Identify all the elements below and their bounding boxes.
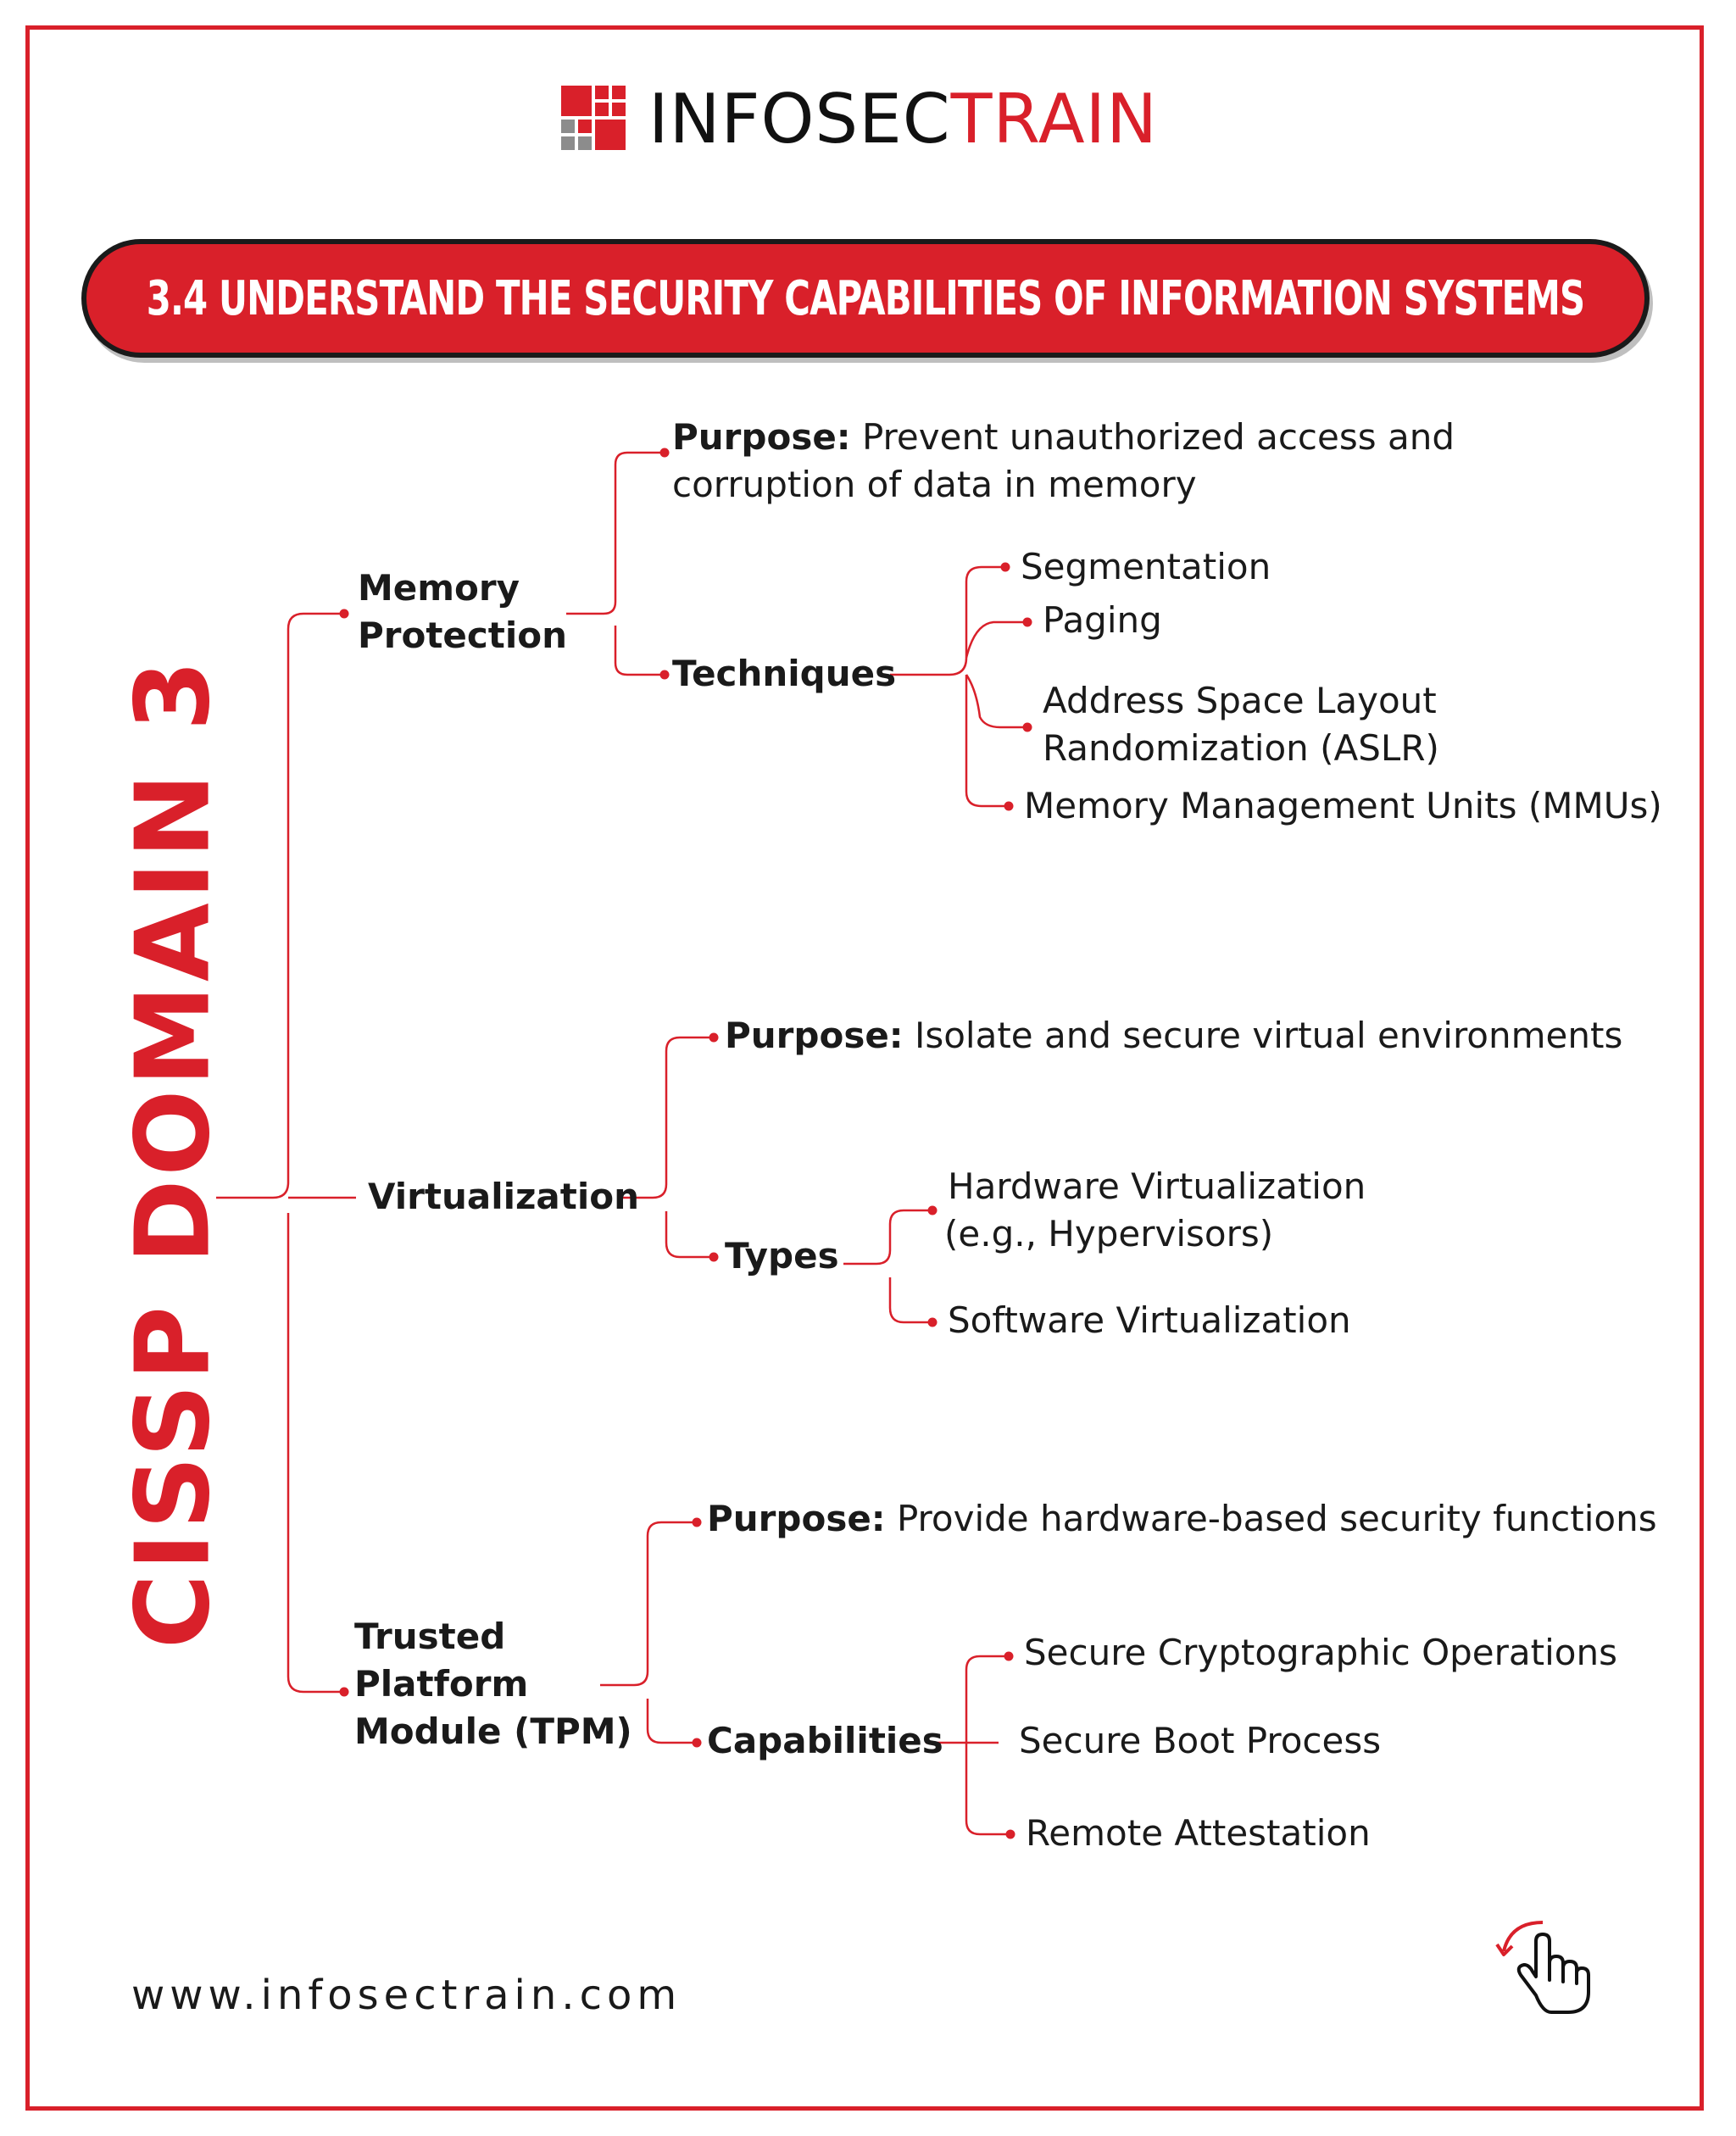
capability-attestation: Remote Attestation	[1026, 1812, 1371, 1854]
virtualization-types-label: Types	[725, 1235, 839, 1277]
tpm-purpose-label: Purpose:	[707, 1498, 886, 1539]
memory-purpose-label: Purpose:	[672, 416, 851, 458]
banner-title: 3.4 UNDERSTAND THE SECURITY CAPABILITIES OF INFORMATION SYSTEMS	[146, 270, 1585, 326]
capability-crypto: Secure Cryptographic Operations	[1024, 1632, 1617, 1673]
virtualization-purpose	[725, 1012, 1622, 1060]
brand-name-part2: TRAIN	[950, 80, 1158, 159]
tpm-purpose-text: Provide hardware-based security functions	[896, 1498, 1657, 1539]
node-memory-protection-line2: Protection	[358, 615, 568, 656]
type-software: Software Virtualization	[948, 1299, 1351, 1341]
node-memory-protection-line1: Memory	[358, 567, 520, 609]
node-virtualization: Virtualization	[368, 1176, 640, 1217]
technique-mmu: Memory Management Units (MMUs)	[1024, 785, 1662, 826]
tpm-purpose	[707, 1495, 1657, 1543]
tap-hand-icon	[1492, 1907, 1602, 2017]
node-tpm-line2: Platform	[354, 1663, 529, 1705]
domain-title: CISSP DOMAIN 3	[114, 656, 233, 1649]
technique-segmentation: Segmentation	[1021, 546, 1271, 587]
virtualization-purpose-text: Isolate and secure virtual environments	[914, 1015, 1623, 1056]
node-tpm-line3: Module (TPM)	[354, 1710, 632, 1752]
tpm-capabilities-label: Capabilities	[707, 1720, 943, 1761]
technique-aslr-line1: Address Space Layout	[1043, 680, 1437, 721]
node-tpm-line1: Trusted	[354, 1616, 506, 1657]
type-hardware-line1: Hardware Virtualization	[948, 1165, 1366, 1207]
technique-paging: Paging	[1043, 599, 1162, 641]
technique-aslr-line2: Randomization (ASLR)	[1043, 727, 1439, 769]
footer-url[interactable]: www.infosectrain.com	[131, 1972, 682, 2019]
type-hardware-line2: (e.g., Hypervisors)	[944, 1213, 1274, 1254]
brand-name-part1: INFOSEC	[648, 80, 951, 159]
memory-purpose-line2: corruption of data in memory	[672, 464, 1197, 505]
capability-secure-boot: Secure Boot Process	[1019, 1720, 1382, 1761]
memory-techniques-label: Techniques	[672, 653, 897, 694]
memory-purpose-text1: Prevent unauthorized access and	[861, 416, 1455, 458]
memory-purpose-line1	[672, 414, 1455, 461]
virtualization-purpose-label: Purpose:	[725, 1015, 904, 1056]
